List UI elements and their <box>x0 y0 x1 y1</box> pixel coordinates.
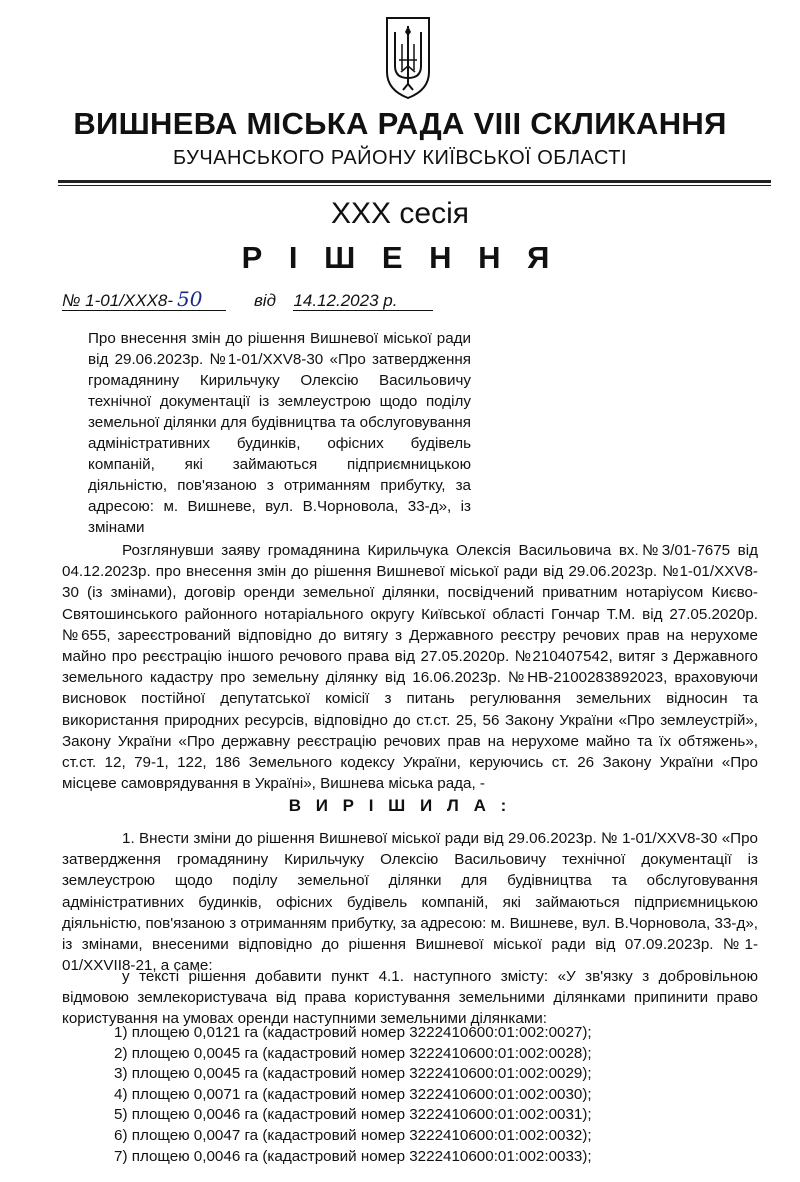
council-subtitle: БУЧАНСЬКОГО РАЙОНУ КИЇВСЬКОЇ ОБЛАСТІ <box>172 147 627 169</box>
council-title: ВИШНЕВА МІСЬКА РАДА VIII СКЛИКАННЯ <box>73 106 727 141</box>
list-item: 1) площею 0,0121 га (кадастровий номер 3222410600:01:002:0027); <box>114 1024 592 1041</box>
resolved-heading: В И Р І Ш И Л А : <box>288 796 512 815</box>
plots-list <box>114 1023 592 1167</box>
decision-date: 14.12.2023 р. <box>293 292 433 311</box>
decision-number-prefix: № 1-01/XXX8- <box>62 291 174 310</box>
item-1-paragraph: 1. Внести зміни до рішення Вишневої міської ради від 29.06.2023р. № 1-01/XXV8-30 «Про затвердження громадянину Кирильчуку Олексію Васильовичу технічної документації із землеустрою щодо поділу земельної ділянки для будівництва та обслуговування адміністративних будинків, офісних будівель компаній, які займаються підприємницькою діяльністю, пов'язаною з отриманням прибутку, за адресою: м. Вишневе, вул. В.Чорновола, 33-д», із змінами, внесеними відповідно до рішення Вишневої міської ради від 07.09.2023р. №1-01/XXVII8-21, а саме: <box>62 830 758 975</box>
header-divider-thick <box>58 180 771 183</box>
decision-number-handwritten: 50 <box>177 287 203 311</box>
item-1-text-paragraph: у тексті рішення добавити пункт 4.1. наступного змісту: «У зв'язку з добровільною відмовою землекористувача від права користування земельними ділянками припинити право користування на умовах оренди наступними земельними ділянками: <box>62 968 758 1028</box>
decision-heading: Р І Ш Е Н Н Я <box>241 240 559 275</box>
decision-subject: Про внесення змін до рішення Вишневої міської ради від 29.06.2023р. №1-01/XXV8-30 «Про затвердження громадянину Кирильчуку Олексію Васильовичу технічної документації із землеустрою щодо поділу земельної ділянки для будівництва та обслуговування адміністративних будинків, офісних будівель компаній, які займаються підприємницькою діяльністю, пов'язаною з отриманням прибутку, за адресою: м. Вишневе, вул. В.Чорновола, 33-д», із змінами <box>88 330 471 536</box>
list-item: 7) площею 0,0046 га (кадастровий номер 3222410600:01:002:0033); <box>114 1147 592 1165</box>
decision-number <box>62 287 226 311</box>
list-item: 3) площею 0,0045 га (кадастровий номер 3222410600:01:002:0029); <box>114 1065 592 1083</box>
list-item: 6) площею 0,0047 га (кадастровий номер 3222410600:01:002:0032); <box>114 1126 592 1144</box>
list-item: 4) площею 0,0071 га (кадастровий номер 3222410600:01:002:0030); <box>114 1085 592 1103</box>
coat-of-arms-icon <box>383 14 433 102</box>
decision-number-line <box>62 287 433 311</box>
header-divider-thin <box>58 185 771 186</box>
list-item: 2) площею 0,0045 га (кадастровий номер 3222410600:01:002:0028); <box>114 1044 592 1062</box>
session-label: XXX сесія <box>331 197 469 230</box>
list-item: 5) площею 0,0046 га (кадастровий номер 3222410600:01:002:0031); <box>114 1106 592 1124</box>
date-prefix: від <box>253 291 276 310</box>
preamble-paragraph: Розглянувши заяву громадянина Кирильчука Олексія Васильовича вх.№3/01-7675 від 04.12.2023р. про внесення змін до рішення Вишневої міської ради від 29.06.2023р. №1-01/XXV8-30 (із змінами), договір оренди земельної ділянки, посвідчений приватним нотаріусом Києво-Святошинського районного нотаріального округу Київської області Гончар Т.М. від 27.05.2020р. №655, зареєстрований відповідно до витягу з Державного реєстру речових прав на нерухоме майно про реєстрацію іншого речового права від 27.05.2020р. №210407542, витяг з Державного земельного кадастру про земельну ділянку від 16.06.2023р. №НВ-2100283892023, враховуючи висновок постійної депутатської комісії з питань регулювання земельних відносин та використання природних ресурсів, відповідно до ст.ст. 25, 56 Закону України «Про землеустрій», Закону України «Про державну реєстрацію речових прав на нерухоме майно та їх обтяжень», ст.ст. 12, 79-1, 122, 186 Земельного кодексу України, керуючись ст. 26 Закону України «Про місцеве самоврядування в Україні», Вишнева міська рада, - <box>62 542 758 793</box>
